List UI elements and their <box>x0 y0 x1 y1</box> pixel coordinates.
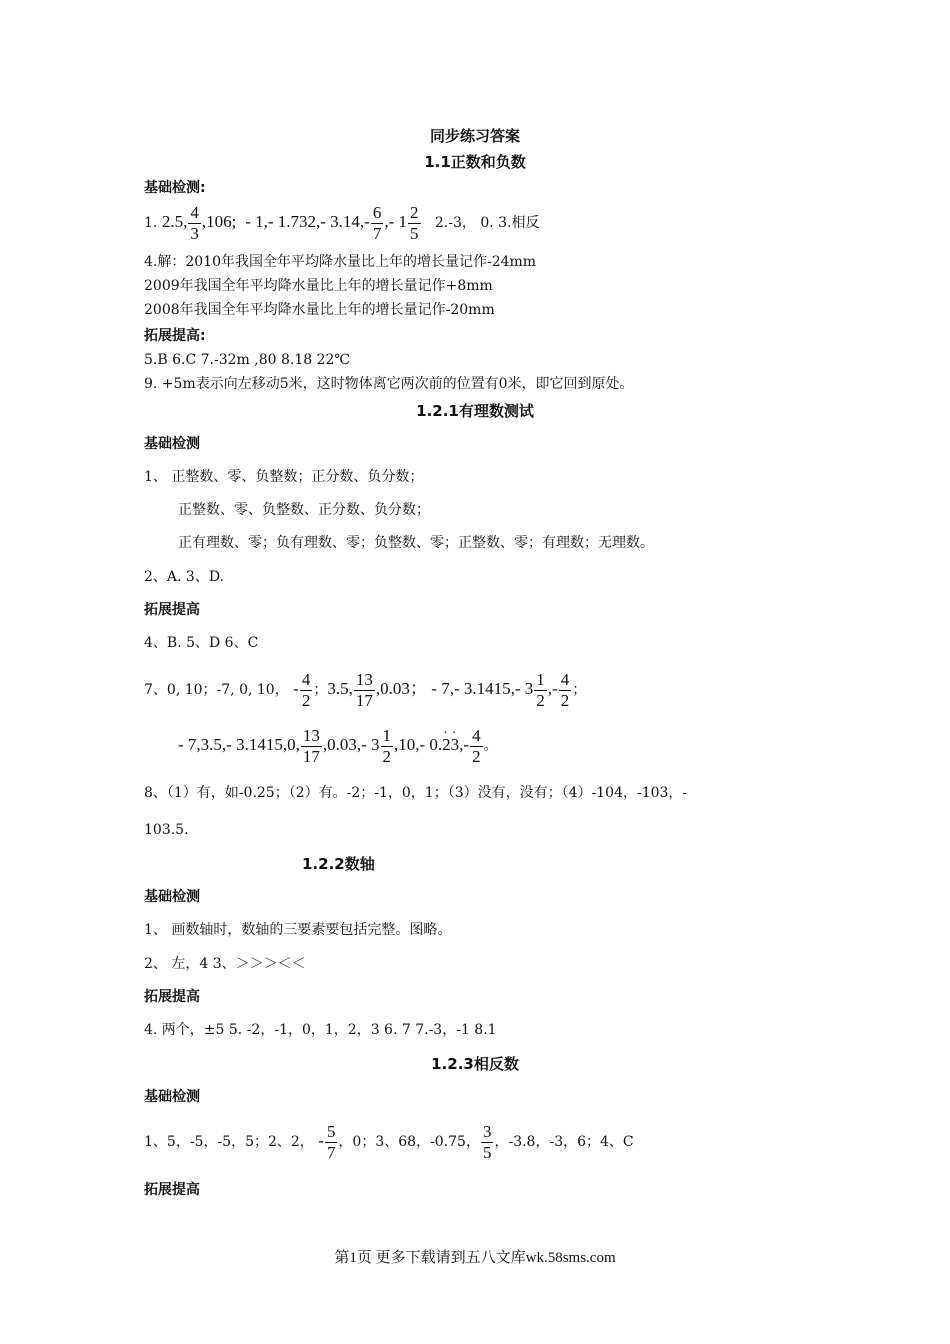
s1-answer-4-line1: 4.解：2010年我国全年平均降水量比上年的增长量记作-24mm <box>144 254 537 270</box>
fraction-4-3: $\frac{4}{3}$ <box>190 202 199 243</box>
s2-answer-8: 8、（1）有，如-0.25；（2）有。-2；-1，0，1；（3）没有，没有；（4）-104，-103，- <box>144 785 688 801</box>
fraction-13-17: $\frac{13}{17}$ <box>355 669 373 710</box>
s1-basic-label: 基础检测: <box>144 180 206 196</box>
fraction-4-2: $\frac{4}{2}$ <box>301 669 311 710</box>
section-heading-1-2-3: 1.2.3相反数 <box>431 1055 519 1073</box>
a7-sep-2: ； <box>572 682 587 698</box>
fraction-3-5: $\frac{3}{5}$ <box>482 1121 492 1162</box>
s3-extension-label: 拓展提高 <box>144 989 200 1005</box>
b-math-3b: ,- <box>459 735 470 754</box>
b-end: 。 <box>483 738 498 754</box>
repeating-digit-2: · 2 <box>442 724 451 766</box>
s3-basic-label: 基础检测 <box>144 889 200 905</box>
fraction-2-5: $\frac{2}{5}$ <box>410 202 419 243</box>
fraction-13-17-b: $\frac{13}{17}$ <box>302 725 320 766</box>
s1-answer-1 <box>144 202 540 244</box>
q1-part-c: - 1,- 1.732,- 3.14,- <box>245 212 370 231</box>
q1-part-a: 2.5, <box>161 212 188 231</box>
q1-part-b: ,106; <box>201 212 237 231</box>
fraction-1-2: $\frac{1}{2}$ <box>536 669 545 710</box>
s2-extension-label: 拓展提高 <box>144 602 200 618</box>
a7-math-3: ,0.03； <box>375 679 427 698</box>
s2-answer-4-6: 4、B. 5、D 6、C <box>144 635 259 651</box>
s4-extension-label: 拓展提高 <box>144 1182 200 1198</box>
s1-answer-4-line2: 2009年我国全年平均降水量比上年的增长量记作+8mm <box>144 278 493 294</box>
s1-answer-9: 9. +5m表示向左移动5米，这时物体离它两次前的位置有0米，即它回到原处。 <box>144 376 634 392</box>
s2-answer-1-b: 正整数、零、负整数、正分数、负分数； <box>178 502 430 518</box>
a7-prefix: 7、0, 10；-7, 0, 10， <box>144 682 289 698</box>
fraction-1-2-b: $\frac{1}{2}$ <box>382 725 391 766</box>
s1-answer-5-8: 5.B 6.C 7.-32m ,80 8.18 22℃ <box>144 352 351 368</box>
q1-prefix: 1. <box>144 215 158 231</box>
fraction-4-2-c: $\frac{4}{2}$ <box>472 725 481 766</box>
s4-a1-mid: ，0；3、68，-0.75， <box>338 1134 480 1150</box>
a7-math-2: 3.5, <box>327 679 353 698</box>
s3-answer-2-3: 2、 左，4 3、＞＞＞＜＜ <box>144 956 306 972</box>
b-math-3a: ,10,- 0. <box>394 735 443 754</box>
s2-answer-7-b <box>178 724 498 767</box>
a7-minus: - <box>293 679 299 698</box>
s1-answer-4-line3: 2008年我国全年平均降水量比上年的增长量记作-20mm <box>144 302 495 318</box>
b-math-1: - 7,3.5,- 3.1415,0, <box>178 735 300 754</box>
s3-answer-4-8: 4. 两个，±5 5. -2，-1，0，1，2，3 6. 7 7.-3，-1 8.1 <box>144 1022 497 1038</box>
s4-basic-label: 基础检测 <box>144 1089 200 1105</box>
fraction-4-2-b: $\frac{4}{2}$ <box>560 669 570 710</box>
s4-answer-1 <box>144 1120 634 1163</box>
q1-tail: 2.-3， 0. 3.相反 <box>434 215 540 231</box>
s2-basic-label: 基础检测 <box>144 436 200 452</box>
repeating-digit-3: · 3 <box>451 724 460 766</box>
s4-a1-end: ，-3.8，-3，6；4、C <box>494 1134 634 1150</box>
s2-answer-1: 1、 正整数、零、负整数；正分数、负分数； <box>144 469 424 485</box>
a7-sep-1: ； <box>313 682 328 698</box>
s4-a1-minus: - <box>318 1131 324 1150</box>
a7-math-5: ,- <box>547 679 558 698</box>
s2-answer-8-b: 103.5. <box>144 822 189 838</box>
fraction-5-7: $\frac{5}{7}$ <box>326 1121 336 1162</box>
s1-extension-label: 拓展提高: <box>144 328 206 344</box>
section-heading-1-2-2: 1.2.2数轴 <box>302 855 375 873</box>
page-title: 同步练习答案 <box>429 127 520 145</box>
s2-answer-1-c: 正有理数、零；负有理数、零；负整数、零；正整数、零；有理数；无理数。 <box>178 535 654 551</box>
a7-math-4: - 7,- 3.1415,- 3 <box>431 679 534 698</box>
page-footer: 第1页 更多下载请到五八文库wk.58sms.com <box>334 1250 616 1266</box>
s2-answer-2-3: 2、A. 3、D. <box>144 569 225 585</box>
section-heading-1-2-1: 1.2.1有理数测试 <box>416 402 534 420</box>
b-math-2: ,0.03,- 3 <box>322 735 380 754</box>
section-heading-1-1: 1.1正数和负数 <box>424 153 526 171</box>
s3-answer-1: 1、 画数轴时，数轴的三要素要包括完整。图略。 <box>144 922 452 938</box>
fraction-6-7: $\frac{6}{7}$ <box>372 202 382 243</box>
s2-answer-7 <box>144 668 586 711</box>
q1-part-d: ,- 1 <box>384 212 408 231</box>
s4-a1-prefix: 1、5，-5，-5，5；2、2， <box>144 1134 314 1150</box>
